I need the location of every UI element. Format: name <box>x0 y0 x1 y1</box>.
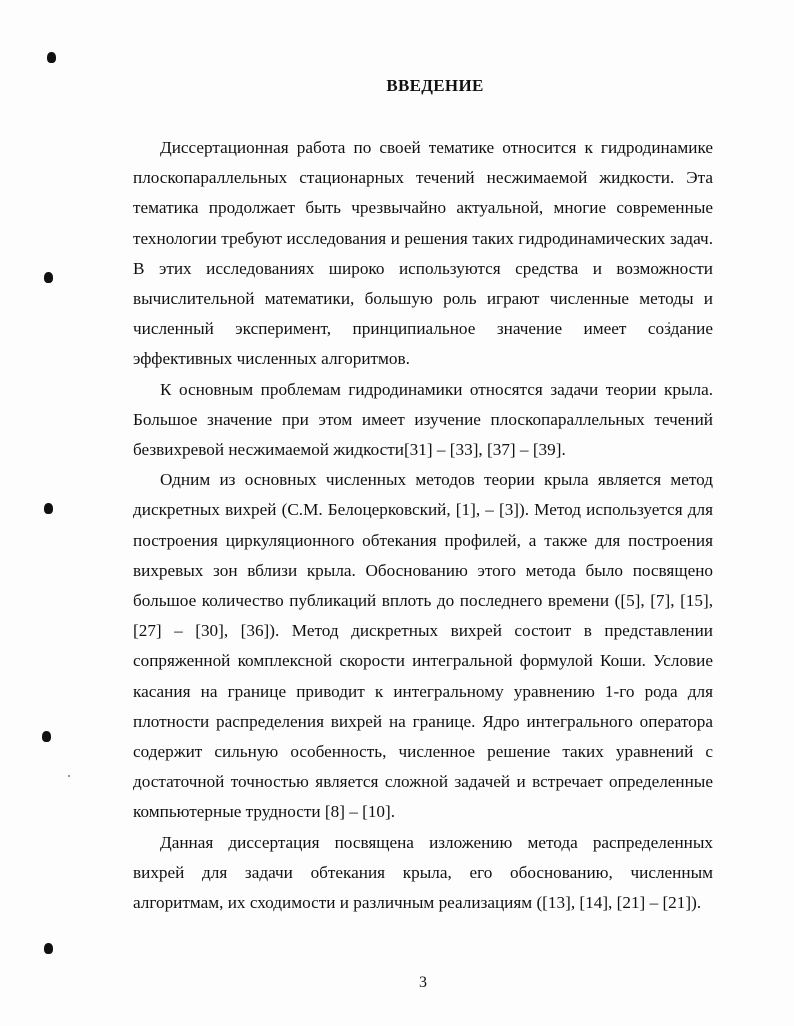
binder-hole-mark <box>44 943 53 954</box>
paragraph-3: Одним из основных численных методов теории крыла является метод дискретных вихрей (С.М. Белоцерковский, [1], – [3]). Метод используется для построения циркуляционного обтекания профилей, а также для построения вихревых зон вблизи крыла. Обоснованию этого метода было посвящено большое количество публикаций вплоть до последнего времени ([5], [7], [15], [27] – [30], [36]). Метод дискретных вихрей состоит в представлении сопряженной комплексной скорости интегральной формулой Коши. Условие касания на границе приводит к интегральному уравнению 1-го рода для плотности распределения вихрей на границе. Ядро интегрального оператора содержит сильную особенность, численное решение таких уравнений с достаточной точностью является сложной задачей и встречает определенные компьютерные трудности [8] – [10]. <box>133 470 713 822</box>
body-text <box>133 133 713 918</box>
paragraph-2: К основным проблемам гидродинамики относятся задачи теории крыла. Большое значение при этом имеет изучение плоскопараллельных течений безвихревой несжимаемой жидкости[31] – [33], [37] – [39]. <box>133 379 713 460</box>
binder-hole-mark <box>44 503 53 514</box>
binder-hole-mark <box>47 52 56 63</box>
page-title: ВВЕДЕНИЕ <box>386 76 484 95</box>
binder-hole-mark <box>42 731 51 742</box>
paragraph-4: Данная диссертация посвящена изложению метода распределенных вихрей для задачи обтекания крыла, его обоснованию, численным алгоритмам, их сходимости и различным реализациям ([13], [14], [21] – [21]). <box>133 832 713 913</box>
binder-hole-mark <box>44 272 53 283</box>
paragraph-1: Диссертационная работа по своей тематике относится к гидродинамике плоскопараллельных стационарных течений несжимаемой жидкости. Эта тематика продолжает быть чрезвычайно актуальной, многие современные технологии требуют исследования и решения таких гидродинамических задач. В этих исследованиях широко используются средства и возможности вычислительной математики, большую роль играют численные методы и численный эксперимент, принципиальное значение имеет создание эффективных численных алгоритмов. <box>133 138 713 369</box>
page-number: 3 <box>419 974 427 991</box>
scan-speck <box>68 775 70 777</box>
